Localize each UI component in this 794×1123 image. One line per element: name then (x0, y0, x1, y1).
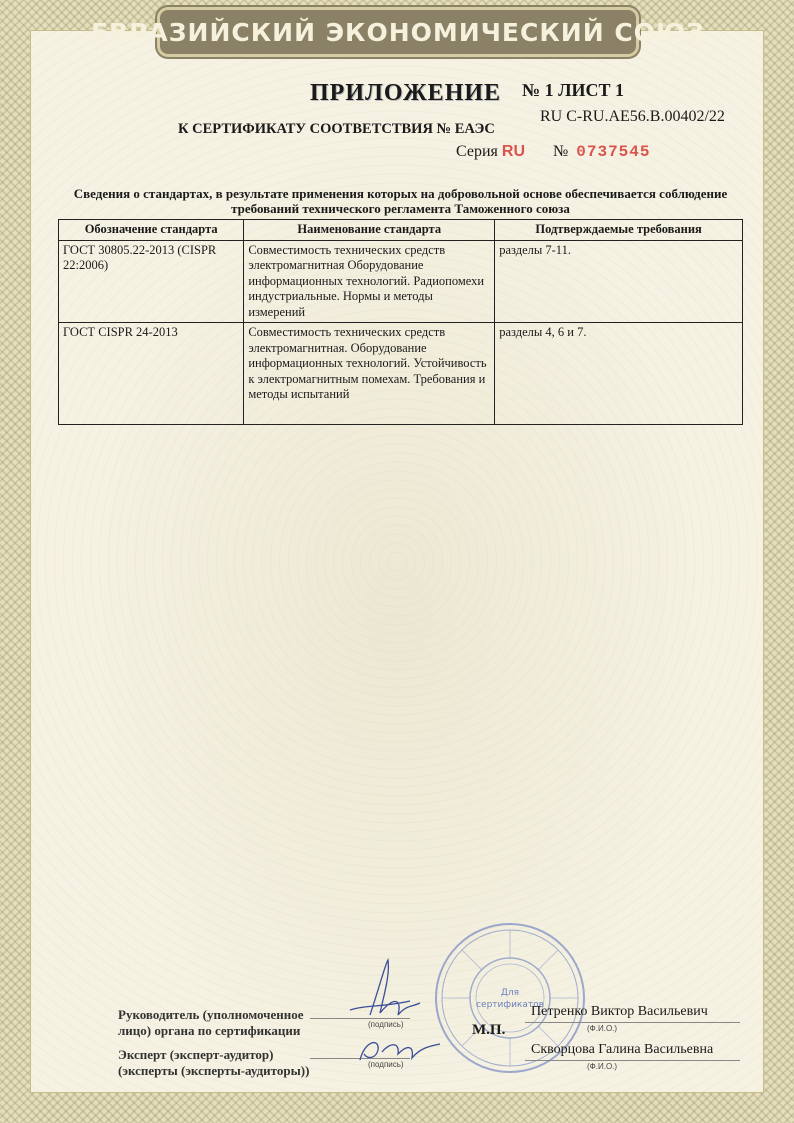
standards-table (58, 219, 743, 425)
intro-text (58, 186, 743, 216)
head-name: Петренко Виктор Васильевич (531, 1004, 708, 1019)
header-banner (90, 10, 706, 54)
head-signature-caption: (подпись) (368, 1020, 404, 1029)
expert-signature-caption: (подпись) (368, 1060, 404, 1069)
certificate-number: RU C-RU.AE56.B.00402/22 (540, 108, 725, 125)
head-label: Руководитель (уполномоченное лицо) органа по сертификации (118, 1007, 304, 1038)
series (456, 143, 525, 161)
table-row (59, 323, 743, 425)
confirmed-requirements: разделы 7-11. (495, 240, 743, 323)
column-header: Обозначение стандарта (59, 220, 244, 241)
standard-designation: ГОСТ 30805.22-2013 (CISPR 22:2006) (59, 240, 244, 323)
stamp-mark: М.П. (472, 1022, 506, 1038)
table-header-row (59, 220, 743, 241)
expert-name: Скворцова Галина Васильевна (531, 1042, 714, 1057)
table-row (59, 240, 743, 323)
intro-line-1: Сведения о стандартах, в результате применения которых на добровольной основе обеспечивается соблюдение (73, 186, 728, 201)
confirmed-requirements: разделы 4, 6 и 7. (495, 323, 743, 425)
serial-number (553, 143, 650, 161)
column-header: Подтверждаемые требования (495, 220, 743, 241)
standard-name: Совместимость технических средств электромагнитная Оборудование информационных технологий. Радиопомехи индустриальные. Нормы и методы измерений (244, 240, 495, 323)
series-value: RU (501, 143, 525, 160)
certificate-label: К СЕРТИФИКАТУ СООТВЕТСТВИЯ № ЕАЭС (178, 121, 495, 137)
stamp-text-1: Для (500, 988, 520, 998)
expert-fio-caption: (Ф.И.О.) (587, 1062, 618, 1071)
stamp-text-2: сертификатов (476, 1000, 544, 1010)
head-fio-caption: (Ф.И.О.) (587, 1024, 618, 1033)
serial-label: № (553, 143, 569, 160)
page-title: ПРИЛОЖЕНИЕ (310, 80, 502, 106)
expert-label: Эксперт (эксперт-аудитор) (эксперты (эксперты-аудиторы)) (118, 1047, 310, 1078)
series-label: Серия (456, 143, 498, 160)
standard-name: Совместимость технических средств электромагнитная. Оборудование информационных технологий. Устойчивость к электромагнитным помехам. Требования и методы испытаний (244, 323, 495, 425)
banner-text: ЕВРАЗИЙСКИЙ ЭКОНОМИЧЕСКИЙ СОЮЗ (90, 17, 706, 47)
serial-value: 0737545 (576, 143, 651, 161)
head-name-line (525, 1022, 740, 1023)
column-header: Наименование стандарта (244, 220, 495, 241)
expert-name-line (525, 1060, 740, 1061)
standard-designation: ГОСТ CISPR 24-2013 (59, 323, 244, 425)
sheet-number: № 1 ЛИСТ 1 (522, 80, 625, 100)
intro-line-2: требований технического регламента Таможенного союза (231, 201, 570, 216)
